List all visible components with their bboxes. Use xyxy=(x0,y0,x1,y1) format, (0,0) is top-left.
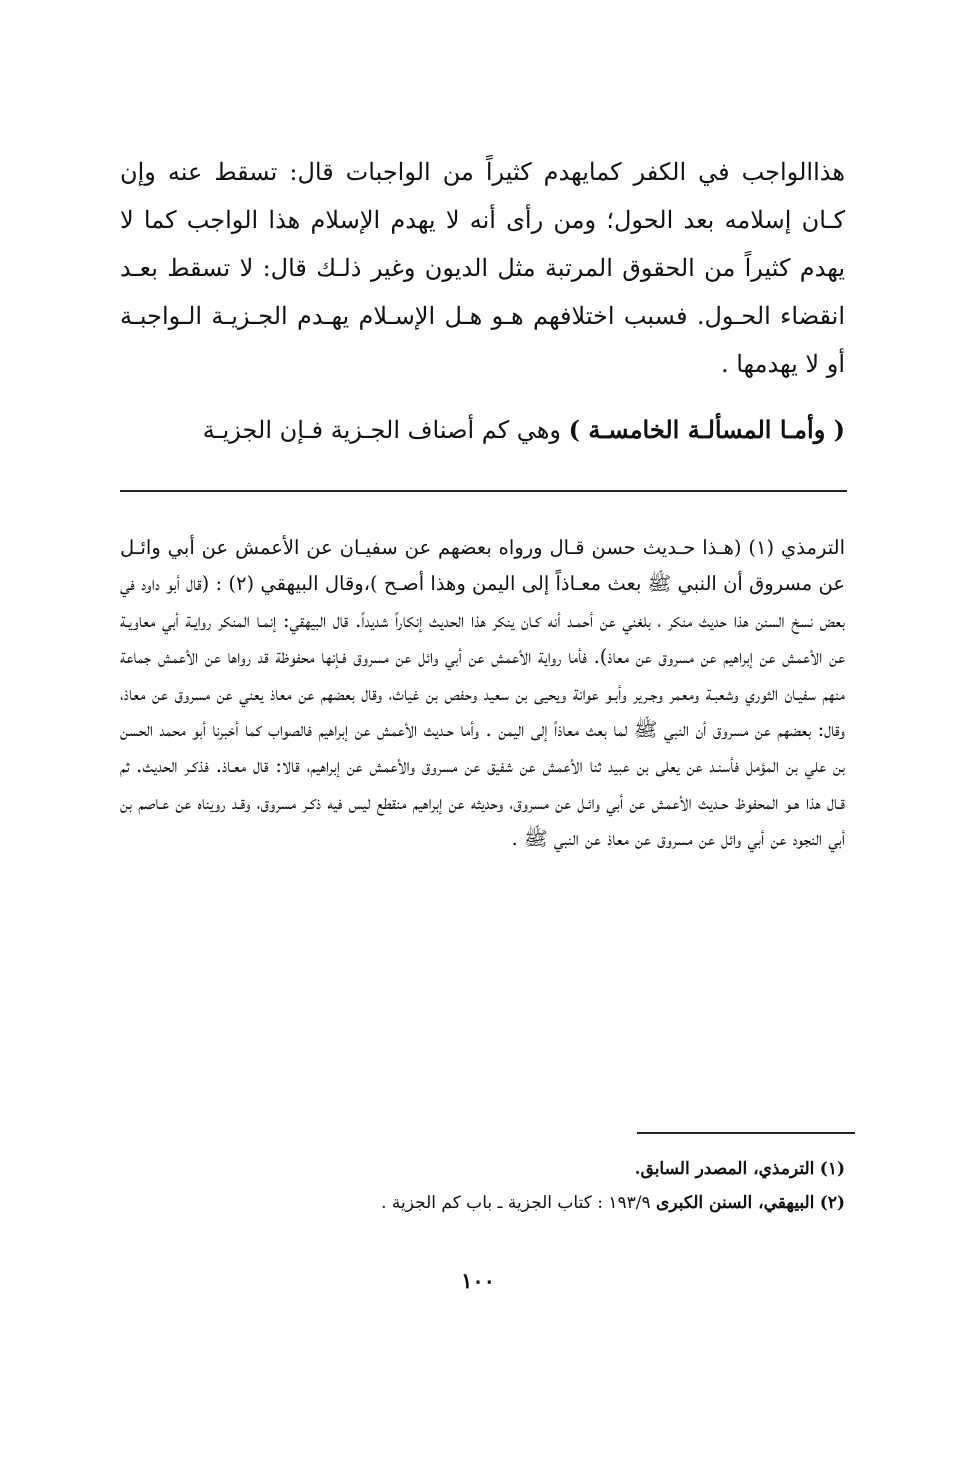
footnote-body xyxy=(120,530,845,858)
section-heading: ( وأمـا المسألـة الخامسـة ) xyxy=(568,415,845,444)
note-item-1 xyxy=(120,1152,845,1186)
note-marker: (٢) xyxy=(819,1193,845,1213)
main-paragraph: هذاالواجب في الكفر كمايهدم كثيراً من الواجبات قال: تسقط عنه وإن كـان إسلامه بعد الحول؛ ومن رأى أنه لا يهدم الإسلام هذا الواجب كما لا يهدم كثيراً من الحقوق المرتبة مثل الديون وغير ذلـك قال: لا تسقط بعـد انقضاء الحـول. فسبب اختلافهم هـو هـل الإسـلام يهـدم الجـزيـة الـواجبـة أو لا يهدمها . xyxy=(120,158,845,378)
main-text xyxy=(120,148,845,454)
note-source: الترمذي، المصدر السابق. xyxy=(634,1159,815,1179)
footnote-divider xyxy=(120,490,847,492)
note-item-2 xyxy=(120,1186,845,1220)
note-detail: ١٩٣/٩ : كتاب الجزية ـ باب كم الجزية . xyxy=(381,1193,651,1213)
notes-divider xyxy=(637,1132,855,1134)
section-line xyxy=(120,406,845,454)
section-text: وهي كم أصناف الجـزية فـإن الجزيـة xyxy=(202,416,562,444)
page-number: ١٠٠ xyxy=(461,1268,495,1293)
note-marker: (١) xyxy=(819,1159,845,1179)
notes-list xyxy=(120,1152,845,1220)
footnote-paragraph: الترمذي (١) (هـذا حـديث حسن قـال ورواه بعضهم عن سفيـان عن الأعمش عن أبي وائـل عن مسروق أن النبي ﷺ بعث معـاذاً إلى اليمن وهذا أصـح )،وقال البيهقي (٢) : (قال أبو داود في بعض نسخ السنن هذا حديث منكر ، بلغني عن أحمـد أنه كـان ينكر هذا الحديث إنكاراً شديداً. قال البيهقي: إنمـا المنكر روايـة أبي معاويـة عن الأعمش عن إبراهيم عن مسروق عن معاذ). فأما رواية الأعمش عن أبي وائل عن مسروق فـإنها محفوظة قد رواها عن الأعمش جماعة منهم سفيـان الثوري وشعبـة ومعمر وجـرير وأبـو عوانة ويحيى بن سعيد وحفص بن غياث، وقال بعضهم عن معاذ يعني عن مسروق عن معاذ، وقال: بعضهم عن مسروق أن النبي ﷺ لما بعث معاذاً إلى اليمن . وأما حـديث الأعمش عن إبراهيم فالصواب كما أخبرنا أبو محمد الحسن بن علي بن المؤمل فأسنـد عن يعلى بن عبيد ثنا الأعمش عن شفيق عن مسروق والأعمش عن إبراهيم، قالا: قال معـاذ. فذكـر الحديث. ثم قـال هذا هـو المحفوظ حـديث الأعمش عن أبي وائـل عن مسروق، وحديثه عن إبراهيم منقطع ليس فيه ذكـر مسروق، وقـد رويناه عن عـاصم بن أبي النجود عن أبي وائل عن مسروق عن معاذ عن النبي ﷺ . xyxy=(120,536,846,851)
note-source: البيهقي، السنن الكبرى xyxy=(656,1193,815,1213)
